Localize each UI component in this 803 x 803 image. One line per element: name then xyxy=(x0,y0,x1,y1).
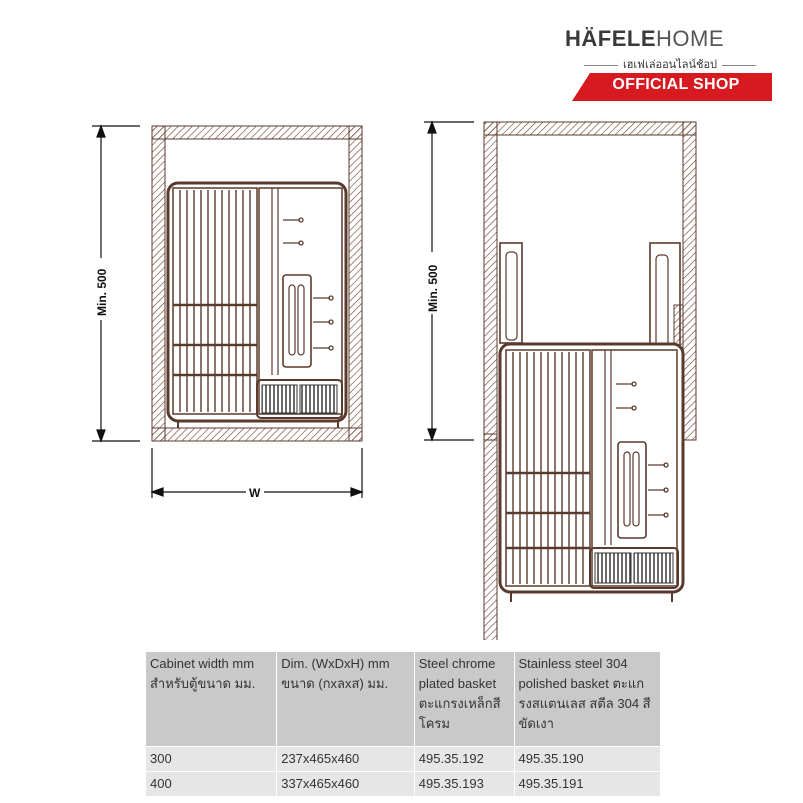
brand-name: HÄFELEHOME xyxy=(565,26,724,51)
header-cabinet-width: Cabinet width mm สำหรับตู้ขนาด มม. xyxy=(146,652,277,747)
cell-steel-chrome-code: 495.35.192 xyxy=(414,747,514,772)
table-header-row xyxy=(146,652,661,747)
spec-table xyxy=(145,651,661,797)
cell-cabinet-width: 300 xyxy=(146,747,277,772)
table-row xyxy=(146,772,661,797)
cell-stainless-code: 495.35.190 xyxy=(514,747,661,772)
header-steel-chrome: Steel chrome plated basket ตะแกรงเหล็กสีโครม xyxy=(414,652,514,747)
header-stainless-steel: Stainless steel 304 polished basket ตะแกรงสแตนเลส สตีล 304 สีขัดเงา xyxy=(514,652,661,747)
width-label: W xyxy=(249,486,261,500)
cabinet-side-view xyxy=(484,122,696,640)
cabinet-front-view xyxy=(152,126,362,441)
header-dimension: Dim. (WxDxH) mm ขนาด (กxลxส) มม. xyxy=(277,652,415,747)
brand-tagline: เฮเฟเล่ออนไลน์ช้อป xyxy=(565,55,775,73)
cell-dimension: 337x465x460 xyxy=(277,772,415,797)
cell-steel-chrome-code: 495.35.193 xyxy=(414,772,514,797)
right-height-label: Min. 500 xyxy=(426,264,440,312)
table-row xyxy=(146,747,661,772)
left-height-label: Min. 500 xyxy=(95,268,109,316)
cell-dimension: 237x465x460 xyxy=(277,747,415,772)
cell-cabinet-width: 400 xyxy=(146,772,277,797)
official-shop-label: OFFICIAL SHOP xyxy=(612,76,740,93)
cell-stainless-code: 495.35.191 xyxy=(514,772,661,797)
